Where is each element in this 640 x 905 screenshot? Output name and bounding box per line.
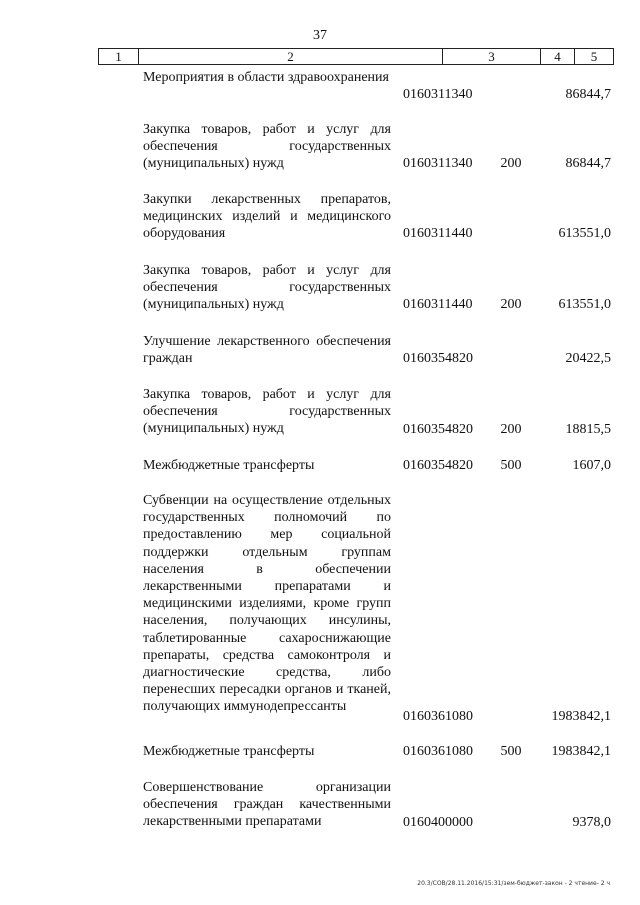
document-footer: 20.3/СОВ/28.11.2016/15:31/зем-бюджет-закон - 2 чтение- 2 ч <box>417 880 610 887</box>
table-row <box>143 743 613 760</box>
row-description: Межбюджетные трансферты <box>143 458 315 473</box>
row-description: Совершенствование организации обеспечения граждан качественными лекарственными препаратами <box>143 780 391 830</box>
row-kvr: 200 <box>500 422 522 437</box>
header-col-5: 5 <box>590 49 598 64</box>
row-code: 0160361080 <box>403 709 473 724</box>
row-description: Межбюджетные трансферты <box>143 744 315 759</box>
row-sum: 20422,5 <box>565 351 611 366</box>
row-sum: 613551,0 <box>558 297 611 312</box>
row-description: Улучшение лекарственного обеспечения граждан <box>143 334 391 367</box>
row-sum: 613551,0 <box>558 226 611 241</box>
row-code: 0160354820 <box>403 458 473 473</box>
row-code: 0160311440 <box>403 297 473 312</box>
table-row <box>143 121 613 172</box>
row-description: Закупка товаров, работ и услуг для обеспечения государственных (муниципальных) нужд <box>143 122 391 172</box>
row-description: Закупки лекарственных препаратов, медицинских изделий и медицинского оборудования <box>143 192 391 242</box>
row-code: 0160311440 <box>403 226 473 241</box>
header-col-4: 4 <box>541 49 575 64</box>
row-code: 0160400000 <box>403 815 473 830</box>
header-col-1: 1 <box>99 49 139 64</box>
row-description: Субвенции на осуществление отдельных государственных полномочий по предоставлению мер социальной поддержки отдельным группам населения в обеспечении лекарственными препаратами и медицинскими изделиями, кроме групп населения, получающих инсулины, таблетированные сахароснижающие препараты, средства самоконтроля и диагностические средства, либо перенесших пересадки органов и тканей, получающих иммунодепрессанты <box>143 493 391 715</box>
row-code: 0160354820 <box>403 351 473 366</box>
header-col-2: 2 <box>139 49 443 64</box>
row-kvr: 500 <box>500 744 522 759</box>
row-sum: 18815,5 <box>565 422 611 437</box>
row-sum: 1983842,1 <box>551 744 611 759</box>
row-code: 0160361080 <box>403 744 473 759</box>
row-description: Закупка товаров, работ и услуг для обеспечения государственных (муниципальных) нужд <box>143 263 391 313</box>
table-header <box>98 48 614 65</box>
table-row <box>143 262 613 313</box>
row-code: 0160354820 <box>403 422 473 437</box>
header-col-3: 3 <box>443 49 541 64</box>
row-sum: 1983842,1 <box>551 709 611 724</box>
row-code: 0160311340 <box>403 87 473 102</box>
row-code: 0160311340 <box>403 156 473 171</box>
row-description: Мероприятия в области здравоохранения <box>143 70 389 85</box>
row-description: Закупка товаров, работ и услуг для обеспечения государственных (муниципальных) нужд <box>143 387 391 437</box>
table-row <box>143 69 613 103</box>
row-kvr: 200 <box>500 156 522 171</box>
row-sum: 86844,7 <box>565 87 611 102</box>
table-row <box>143 191 613 242</box>
table-row <box>143 779 613 831</box>
page-number: 37 <box>313 28 327 43</box>
row-sum: 1607,0 <box>572 458 611 473</box>
row-kvr: 500 <box>500 458 522 473</box>
table-row <box>143 386 613 438</box>
table-row <box>143 457 613 474</box>
row-sum: 9378,0 <box>572 815 611 830</box>
table-row <box>143 333 613 367</box>
table-row <box>143 492 613 725</box>
row-sum: 86844,7 <box>565 156 611 171</box>
row-kvr: 200 <box>500 297 522 312</box>
